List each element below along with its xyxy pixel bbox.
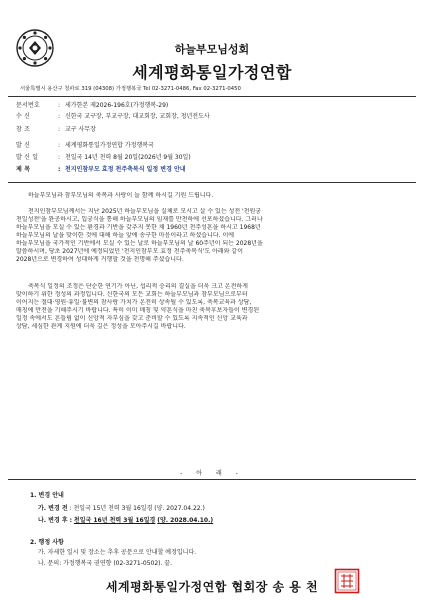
section-2-item-a: 가. 자세한 일시 및 장소는 추후 공문으로 안내할 예정입니다. [38,549,197,556]
body-line: 하늘부모님의 날을 맞이한 것에 대해 하늘 앞에 송구한 마음이라고 하셨습니다. 이에 [16,232,235,239]
meta-value: 천일국 14년 천력 8월 20일(2026년 9월 30일) [65,154,191,161]
meta-key: 문서번호 [16,102,40,109]
body-line: 상담, 세심한 관계 지원에 더욱 깊은 정성을 모아주시길 바랍니다. [16,323,186,330]
body-line: 축복식 일정의 조정은 단순한 연기가 아닌, 섭리적 승리의 결실을 더욱 크고 온전하게 [28,283,248,290]
section-2-item-b: 나. 문의: 가정행복국 권연향 (02-3271-0502). 끝. [38,560,173,567]
body-line: 천지인참부모님께서는 지난 2025년 하늘부모님을 실체로 모시고 살 수 있는 성전 '천원궁 [28,208,262,215]
item-b-colon: : [69,517,72,524]
meta-key: 참 조 [16,126,31,133]
org-top-title: 하늘부모님성회 [174,43,250,56]
item-a-label: 가. 변경 전 [38,505,68,512]
body-line: 하늘부모님을 국가적인 기반에서 모실 수 있는 날로 하늘부모님의 날 60주년이 되는 2028년을 [16,240,263,247]
body-line: 하늘부모님과 참부모님의 축복과 사랑이 늘 함께 하시길 기원 드립니다. [28,192,214,199]
body-line: 천일성전'을 완공하시고, 입궁식을 통해 하늘부모님의 임재를 만천하에 선포하셨습니다. 그러나 [16,216,263,223]
meta-divider [8,182,416,183]
meta-key: 제 목 [16,166,31,173]
item-b-label: 나. 변경 후 [38,517,68,524]
official-seal-icon [334,568,360,594]
meta-key: 수 신 [16,113,31,120]
subject-title: 천지인참부모 효정 천주축복식 일정 변경 안내 [65,166,186,173]
below-heading: - 아 래 - [180,470,244,477]
body-line: 말씀하시며, 당초 2027년에 예정되었던 '천지인참부모 효정 천주축복식'도 아래와 같이 [16,248,244,255]
meta-value: 신한국 교구장, 부교구장, 대교회장, 교회장, 청년전도사 [65,113,210,120]
body-line: 2028년으로 변경하여 성대하게 거행할 것을 천명해 주셨습니다. [16,256,184,263]
section-1-item-b [38,517,213,525]
meta-key: 발 신 [16,142,31,149]
section-1-item-a [38,505,205,513]
section-2-title: 2. 행정 사항 [30,539,64,546]
header-divider [8,96,416,97]
meta-value: 교구 사무장 [65,126,96,133]
meta-value: 세계평화통일가정연합 가정행복국 [65,142,154,149]
body-line: 일정 속에서도 흔들림 없이 신앙적 자부심을 갖고 준비할 수 있도록 지속적인 신앙 교육과 [16,315,248,322]
body-greeting [16,192,410,200]
body-line: 이어지는 절대·영원·유일·불변의 참사랑 가치가 온전히 상속될 수 있도록, 축복교육과 상담, [16,299,252,306]
body-line: 맞이하기 위한 정성의 과정입니다. 신한국의 모든 교회는 하늘부모님과 참부모님으로부터 [16,291,248,298]
body-line: 하늘부모님을 모실 수 있는 환경과 기반을 갖추지 못한 채 1960년 천주성혼을 하시고 1968년 [16,224,261,231]
item-b-tail: (양. 2028.04.10.) [157,517,214,524]
section-1-title: 1. 변경 안내 [30,492,64,499]
body-paragraph-2 [16,283,410,331]
meta-value: 세가한본 제2026-196호(가정행복-29) [65,102,169,109]
body-paragraph-1 [16,208,410,264]
org-main-title: 세계평화통일가정연합 [132,63,292,82]
signature-line: 세계평화통일가정연합 협회장 송 용 천 [105,580,319,594]
item-a-value: : 천일국 15년 천력 3월 16일경 (양. 2027.04.22.) [69,505,205,512]
body-divider [8,479,416,480]
org-address: 서울특별시 용산구 청파로 319 (04308) 가정행복국 Tel 02-3271-0486, Fax 02-3271-0450 [20,86,241,92]
body-line: 매칭에 만전을 기해주시기 바랍니다. 특히 이미 매칭 및 약혼식을 마친 축복후보자들이 변경된 [16,307,260,314]
document-page: 하늘부모님성회 세계평화통일가정연합 서울특별시 용산구 청파로 319 (04308) 가정행복국 Tel 02-3271-0486, Fax 02-3271-0450 문서번호 : 세가한본 제2026-196호(가정행복-29) 수 신 : 신한국 교구장, 부교구장, 대교회장, 교회장, 청년전도사 참 조 : 교구 사무장 발 신 : 세계평화통일가정연합 가정행복국 발 신 일 : 천일국 14년 천력 8월 20일(2026년 9월 30일) 제 목 : 천지인참부모 효정 천주축복식 일정 변경 안내 하늘부모님과 참부모님의 축복과 사랑이 늘 함께 하시길 기원 드립니다. 천지인참부모님께서는 지난 2025년 하늘부모님을 실체로 모시고 살 수 있는 성전 '천원궁 천일성전'을 완공하시고, 입궁식을 통해 하늘부모님의 임재를 만천하에 선포하셨습니다. 그러나 하늘부모님을 모실 수 있는 환경과 기반을 갖추지 못한 채 1960년 천주성혼을 하시고 1968년 하늘부모님의 날을 맞이한 것에 대해 하늘 앞에 송구한 마음이라고 하셨습니다. 이에 하늘부모님을 국가적인 기반에서 모실 수 있는 날로 하늘부모님의 날 60주년이 되는 2028년을 말씀하시며, 당초 2027년에 예정되었던 '천지인참부모 효정 천주축복식'도 아래와 같이 2028년으로 변경하여 성대하게 거행할 것을 천명해 주셨습니다. 축복식 일정의 조정은 단순한 연기가 아닌, 섭리적 승리의 결실을 더욱 크고 온전하게 맞이하기 위한 정성의 과정입니다. 신한국의 모든 교회는 하늘부모님과 참부모님으로부터 이어지는 절대·영원·유일·불변의 참사랑 가치가 온전히 상속될 수 있도록, 축복교육과 상담, 매칭에 만전을 기해주시기 바랍니다. 특히 이미 매칭 및 약혼식을 마친 축복후보자들이 변경된 일정 속에서도 흔들림 없이 신앙적 자부심을 갖고 준비할 수 있도록 지속적인 신앙 교육과 상담, 세심한 관계 지원에 더욱 깊은 정성을 모아주시길 바랍니다. - 아 래 - 1. 변경 안내 가. 변경 전 : 천일국 15년 천력 3월 16일경 (양. 2027.04.22.) 나. 변경 후 : 천일국 16년 천력 3월 16일경 (양. 2028.04.10.) 2. 행정 사항 가. 자세한 일시 및 장소는 추후 공문으로 안내할 예정입니다. 나. 문의: 가정행복국 권연향 (02-3271-0502). 끝. 세계평화통일가정연합 협회장 송 용 천 [0,0,424,600]
meta-key: 발 신 일 [16,154,39,161]
item-b-value: 천일국 16년 천력 3월 16일경 [73,517,156,524]
